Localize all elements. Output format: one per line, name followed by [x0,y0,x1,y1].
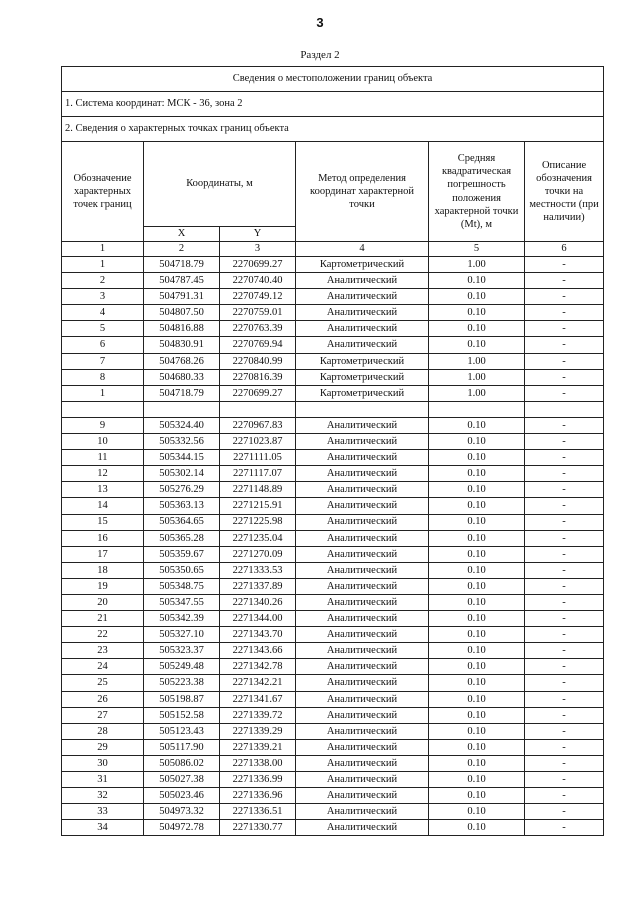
cell-method: Аналитический [296,482,429,498]
table-title: Сведения о местоположении границ объекта [62,67,604,92]
table-row [62,659,604,675]
cell-point: 21 [62,611,144,627]
cell-point: 28 [62,723,144,739]
table-body [62,257,604,836]
cell-method: Картометрический [296,385,429,401]
cell-error: 0.10 [429,675,525,691]
cell-error: 1.00 [429,353,525,369]
cell-y: 2271341.67 [220,691,296,707]
page-number: 3 [316,15,324,30]
cell-error: 0.10 [429,514,525,530]
cell-point: 18 [62,562,144,578]
cell-point: 23 [62,643,144,659]
cell-error: 0.10 [429,337,525,353]
table-row [62,804,604,820]
cell-y: 2270967.83 [220,417,296,433]
cell-error: 0.10 [429,482,525,498]
cell-x: 504768.26 [144,353,220,369]
cell-point: 19 [62,578,144,594]
cell-description: - [525,337,604,353]
cell-x: 505364.65 [144,514,220,530]
points-title: 2. Сведения о характерных точках границ объекта [62,117,604,142]
table-row [62,772,604,788]
cell-error: 0.10 [429,450,525,466]
cell-point: 27 [62,707,144,723]
table-row [62,305,604,321]
cell-y: 2271023.87 [220,434,296,450]
table-row [62,417,604,433]
cell-error: 0.10 [429,530,525,546]
cell-x: 505342.39 [144,611,220,627]
cell-error: 0.10 [429,772,525,788]
table-row [62,675,604,691]
cell-description: - [525,514,604,530]
cell-y: 2271336.96 [220,788,296,804]
col-num-3: 3 [220,242,296,257]
cell-description: - [525,691,604,707]
cell-point: 5 [62,321,144,337]
cell-x: 505332.56 [144,434,220,450]
cell-description: - [525,321,604,337]
cell-method: Картометрический [296,257,429,273]
cell-description: - [525,820,604,836]
cell-x: 505344.15 [144,450,220,466]
cell-method: Аналитический [296,289,429,305]
cell-point: 7 [62,353,144,369]
cell-y: 2271342.21 [220,675,296,691]
cell-y: 2270816.39 [220,369,296,385]
cell-x: 504816.88 [144,321,220,337]
cell-x: 505027.38 [144,772,220,788]
cell-x: 504973.32 [144,804,220,820]
cell-point: 25 [62,675,144,691]
cell-error: 0.10 [429,273,525,289]
cell-description: - [525,273,604,289]
cell-description: - [525,546,604,562]
cell-y: 2271343.70 [220,627,296,643]
cell-point: 17 [62,546,144,562]
cell-error: 0.10 [429,804,525,820]
col-num-1: 1 [62,242,144,257]
cell-error: 1.00 [429,385,525,401]
cell-method: Аналитический [296,546,429,562]
table-row [62,369,604,385]
cell-description: - [525,562,604,578]
cell-point: 32 [62,788,144,804]
table-row [62,257,604,273]
cell-description: - [525,450,604,466]
cell-description: - [525,707,604,723]
header-coords: Координаты, м [144,142,296,227]
cell-x: 505123.43 [144,723,220,739]
cell-point: 4 [62,305,144,321]
cell-method: Аналитический [296,739,429,755]
cell-x: 504718.79 [144,257,220,273]
cell-error: 0.10 [429,562,525,578]
cell-method: Аналитический [296,578,429,594]
cell-point: 3 [62,289,144,305]
cell-point: 10 [62,434,144,450]
cell-point: 22 [62,627,144,643]
cell-y: 2270749.12 [220,289,296,305]
cell-description: - [525,659,604,675]
col-num-4: 4 [296,242,429,257]
cell-x: 505365.28 [144,530,220,546]
coord-system: 1. Система координат: МСК - 36, зона 2 [62,92,604,117]
cell-description: - [525,675,604,691]
cell-method: Аналитический [296,723,429,739]
table-row [62,578,604,594]
cell-x: 504791.31 [144,289,220,305]
cell-description: - [525,482,604,498]
cell-x: 505359.67 [144,546,220,562]
header-description: Описание обозначения точки на местности (при наличии) [525,142,604,242]
cell-description: - [525,369,604,385]
cell-method: Аналитический [296,305,429,321]
cell-y: 2271343.66 [220,643,296,659]
cell-method: Аналитический [296,466,429,482]
col-num-6: 6 [525,242,604,257]
cell-x: 505348.75 [144,578,220,594]
cell-method: Аналитический [296,675,429,691]
cell-y: 2271344.00 [220,611,296,627]
table-row [62,514,604,530]
cell-method: Аналитический [296,643,429,659]
cell-error: 0.10 [429,820,525,836]
cell-method: Аналитический [296,772,429,788]
cell-point: 1 [62,257,144,273]
cell-method: Аналитический [296,514,429,530]
cell-x: 505223.38 [144,675,220,691]
table-row [62,820,604,836]
cell-error: 0.10 [429,417,525,433]
cell-error: 0.10 [429,627,525,643]
table-row [62,788,604,804]
cell-description: - [525,353,604,369]
cell-description: - [525,627,604,643]
cell-point: 9 [62,417,144,433]
cell-method: Аналитический [296,627,429,643]
cell-error: 0.10 [429,611,525,627]
cell-x: 504718.79 [144,385,220,401]
table-row [62,273,604,289]
cell-description: - [525,804,604,820]
cell-description: - [525,434,604,450]
cell-method: Аналитический [296,611,429,627]
cell-y: 2271148.89 [220,482,296,498]
table-row [62,466,604,482]
cell-x: 504807.50 [144,305,220,321]
cell-error: 0.10 [429,578,525,594]
cell-point: 20 [62,594,144,610]
cell-description: - [525,417,604,433]
cell-description [525,401,604,417]
cell-x: 505117.90 [144,739,220,755]
cell-method: Аналитический [296,788,429,804]
cell-x: 505323.37 [144,643,220,659]
header-error: Средняя квадратическая погрешность положения характерной точки (Mt), м [429,142,525,242]
cell-y: 2271336.51 [220,804,296,820]
table-row [62,482,604,498]
table-row [62,353,604,369]
cell-x: 504680.33 [144,369,220,385]
cell-point: 34 [62,820,144,836]
cell-y: 2270763.39 [220,321,296,337]
cell-y: 2271330.77 [220,820,296,836]
cell-x: 505086.02 [144,755,220,771]
header-designation: Обозначение характерных точек границ [62,142,144,242]
cell-point [62,401,144,417]
cell-y: 2270769.94 [220,337,296,353]
cell-method: Аналитический [296,594,429,610]
cell-error: 0.10 [429,321,525,337]
cell-x: 505249.48 [144,659,220,675]
cell-method: Аналитический [296,562,429,578]
cell-error: 1.00 [429,369,525,385]
section-title: Раздел 2 [300,49,340,61]
table-row [62,498,604,514]
cell-point: 33 [62,804,144,820]
cell-point: 12 [62,466,144,482]
cell-x: 505324.40 [144,417,220,433]
cell-error: 0.10 [429,594,525,610]
col-num-5: 5 [429,242,525,257]
table-row [62,594,604,610]
table-row [62,546,604,562]
header-y: Y [220,227,296,242]
cell-method: Аналитический [296,691,429,707]
table-row [62,707,604,723]
cell-description: - [525,788,604,804]
cell-description: - [525,289,604,305]
cell-method: Аналитический [296,498,429,514]
cell-x: 505327.10 [144,627,220,643]
cell-y: 2271225.98 [220,514,296,530]
cell-point: 24 [62,659,144,675]
cell-y: 2271336.99 [220,772,296,788]
cell-point: 13 [62,482,144,498]
cell-y: 2271117.07 [220,466,296,482]
cell-method: Картометрический [296,369,429,385]
cell-y: 2270759.01 [220,305,296,321]
cell-y: 2271339.72 [220,707,296,723]
cell-x: 505152.58 [144,707,220,723]
cell-error: 0.10 [429,788,525,804]
cell-y: 2271333.53 [220,562,296,578]
cell-point: 14 [62,498,144,514]
boundary-table [61,66,604,836]
cell-description: - [525,466,604,482]
table-row [62,321,604,337]
cell-method: Аналитический [296,337,429,353]
cell-method: Аналитический [296,707,429,723]
cell-x: 504972.78 [144,820,220,836]
cell-error: 0.10 [429,289,525,305]
cell-x: 505198.87 [144,691,220,707]
cell-description: - [525,578,604,594]
cell-method: Аналитический [296,273,429,289]
cell-error: 0.10 [429,434,525,450]
cell-method: Аналитический [296,417,429,433]
cell-y: 2271339.29 [220,723,296,739]
cell-y: 2270840.99 [220,353,296,369]
cell-error: 0.10 [429,305,525,321]
cell-y: 2271338.00 [220,755,296,771]
cell-x: 505276.29 [144,482,220,498]
cell-description: - [525,772,604,788]
cell-description: - [525,530,604,546]
cell-y: 2271215.91 [220,498,296,514]
cell-method: Аналитический [296,530,429,546]
cell-x [144,401,220,417]
cell-method: Аналитический [296,434,429,450]
table-row [62,627,604,643]
cell-y: 2271340.26 [220,594,296,610]
cell-error: 0.10 [429,691,525,707]
cell-y: 2271337.89 [220,578,296,594]
cell-method: Аналитический [296,321,429,337]
table-row [62,739,604,755]
cell-point: 1 [62,385,144,401]
cell-error: 0.10 [429,498,525,514]
cell-point: 8 [62,369,144,385]
table-row [62,562,604,578]
cell-point: 30 [62,755,144,771]
table-row [62,643,604,659]
cell-x: 505023.46 [144,788,220,804]
cell-error: 0.10 [429,546,525,562]
cell-description: - [525,723,604,739]
cell-error: 0.10 [429,707,525,723]
cell-method: Аналитический [296,820,429,836]
cell-description: - [525,739,604,755]
cell-error: 1.00 [429,257,525,273]
cell-error [429,401,525,417]
cell-description: - [525,643,604,659]
cell-error: 0.10 [429,659,525,675]
table-row [62,755,604,771]
cell-x: 504830.91 [144,337,220,353]
cell-description: - [525,755,604,771]
cell-y: 2271270.09 [220,546,296,562]
cell-method: Аналитический [296,659,429,675]
cell-x: 505302.14 [144,466,220,482]
table-row [62,450,604,466]
table-row [62,611,604,627]
cell-point: 16 [62,530,144,546]
cell-error: 0.10 [429,739,525,755]
cell-y: 2271111.05 [220,450,296,466]
cell-y [220,401,296,417]
table-row [62,337,604,353]
table-row [62,723,604,739]
cell-description: - [525,594,604,610]
cell-method: Картометрический [296,353,429,369]
cell-description: - [525,385,604,401]
header-x: X [144,227,220,242]
cell-point: 11 [62,450,144,466]
table-row [62,691,604,707]
header-method: Метод определения координат характерной точки [296,142,429,242]
cell-point: 15 [62,514,144,530]
col-num-2: 2 [144,242,220,257]
cell-description: - [525,305,604,321]
cell-error: 0.10 [429,643,525,659]
cell-error: 0.10 [429,466,525,482]
cell-description: - [525,257,604,273]
cell-method [296,401,429,417]
cell-point: 31 [62,772,144,788]
cell-y: 2270699.27 [220,257,296,273]
cell-description: - [525,611,604,627]
cell-x: 504787.45 [144,273,220,289]
cell-x: 505347.55 [144,594,220,610]
cell-y: 2271339.21 [220,739,296,755]
cell-y: 2271235.04 [220,530,296,546]
cell-x: 505350.65 [144,562,220,578]
cell-y: 2270740.40 [220,273,296,289]
table-row [62,530,604,546]
table-row [62,289,604,305]
cell-method: Аналитический [296,755,429,771]
cell-y: 2271342.78 [220,659,296,675]
cell-error: 0.10 [429,755,525,771]
table-row [62,401,604,417]
cell-y: 2270699.27 [220,385,296,401]
cell-x: 505363.13 [144,498,220,514]
cell-description: - [525,498,604,514]
table-row [62,385,604,401]
cell-method: Аналитический [296,450,429,466]
cell-method: Аналитический [296,804,429,820]
cell-point: 2 [62,273,144,289]
cell-point: 6 [62,337,144,353]
table-row [62,434,604,450]
cell-point: 26 [62,691,144,707]
cell-point: 29 [62,739,144,755]
cell-error: 0.10 [429,723,525,739]
